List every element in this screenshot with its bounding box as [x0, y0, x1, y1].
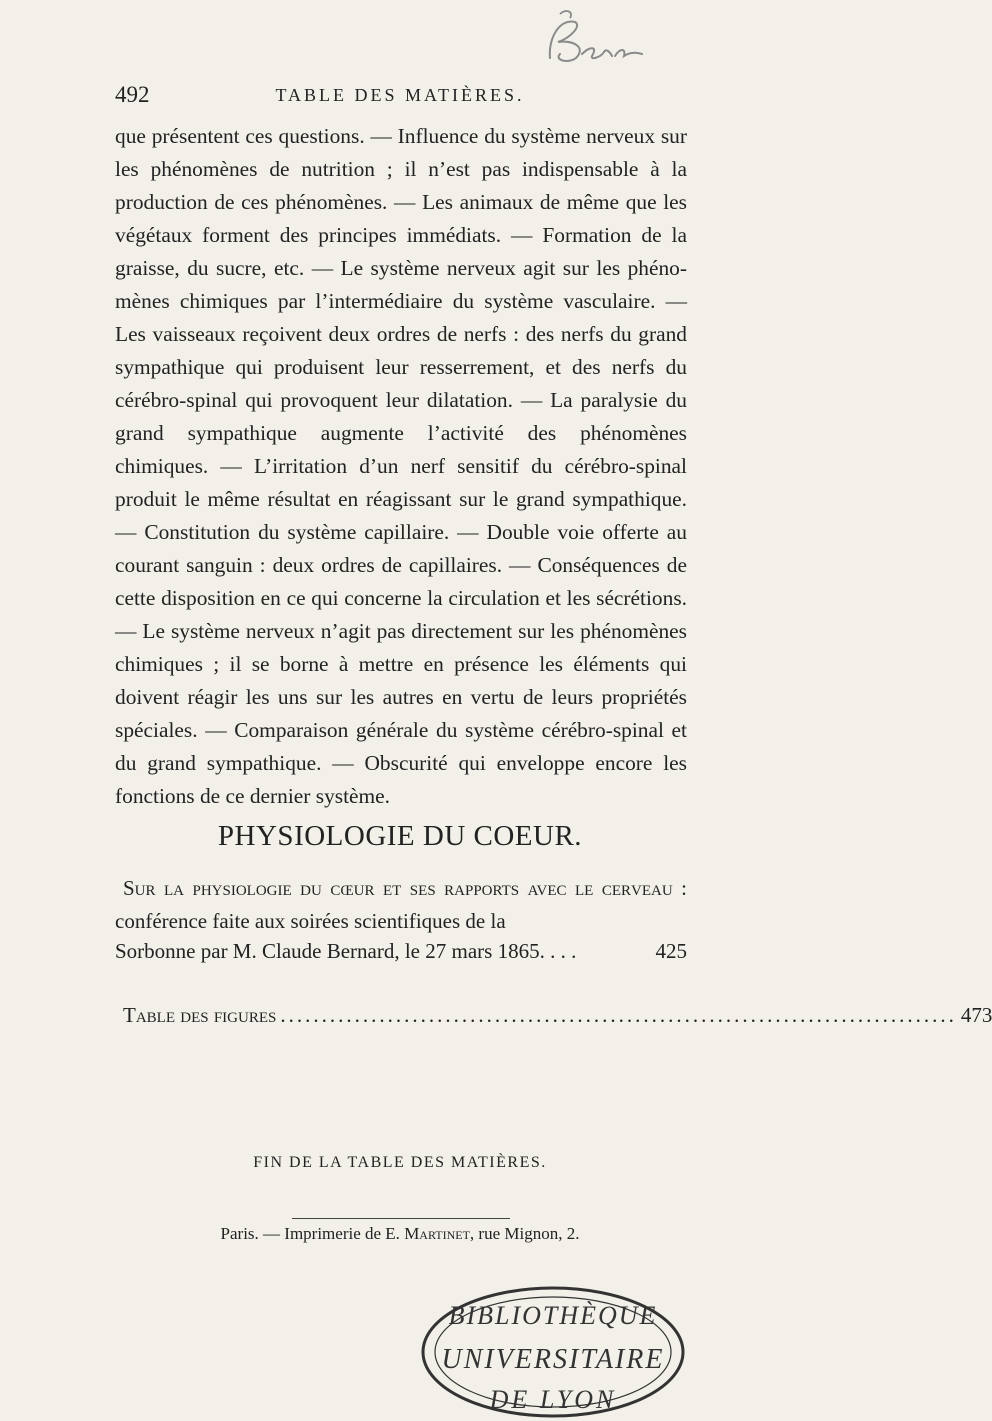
- stamp-bottom-text: DE LYON: [489, 1385, 617, 1414]
- library-stamp-icon: [416, 1282, 691, 1420]
- toc-entry-page: 473: [960, 1003, 992, 1027]
- end-mark: FIN DE LA TABLE DES MATIÈRES.: [253, 1154, 547, 1171]
- toc-entry-lead: Sur la physiologie du cœur et ses rapports avec le cerveau: [123, 876, 673, 900]
- toc-entry-table-des-figures: [115, 1003, 992, 1028]
- running-head: TABLE DES MATIÈRES.: [275, 85, 525, 105]
- dot-leader: ..................................................................................: [280, 1003, 957, 1027]
- imprint-prefix: Paris. — Imprimerie de E.: [220, 1224, 405, 1243]
- body-paragraph: que présentent ces questions. — Influence du système nerveux sur les phénomènes de nutrition ; il n’est pas indispensable à la production de ces phénomènes. — Les animaux de même que les végétaux forment des principes immédiats. — Formation de la graisse, du sucre, etc. — Le système nerveux agit sur les phénomènes chimiques par l’intermédiaire du système vasculaire. — Les vaisseaux reçoivent deux ordres de nerfs : des nerfs du grand sympathique qui produisent leur resserrement, et des nerfs du cérébro-spinal qui provoquent leur dilatation. — La paralysie du grand sympathique augmente l’activité des phénomènes chimiques. — L’irritation d’un nerf sensitif du cérébro-spinal produit le même résultat en réagissant sur le grand sympathique. — Constitution du système capillaire. — Double voie offerte au courant sanguin : deux ordres de capillaires. — Conséquences de cette disposition en ce qui concerne la circulation et les sécrétions. — Le système nerveux n’agit pas directement sur les phénomènes chimiques ; il se borne à mettre en présence les éléments qui doivent réagir les uns sur les autres en vertu de leurs propriétés spéciales. — Comparaison générale du système cérébro-spinal et du grand sympathique. — Obscurité qui enveloppe encore les fonctions de ce dernier système.: [115, 124, 687, 808]
- toc-entry-text: : conférence faite aux soirées scientifiques de la: [115, 876, 687, 933]
- toc-entry-physiologie-coeur: [115, 872, 687, 938]
- stamp-middle-text: UNIVERSITAIRE: [441, 1344, 665, 1375]
- toc-entry-text-end: Sorbonne par M. Claude Bernard, le 27 mars 1865. . . .: [115, 939, 577, 963]
- printer-imprint: [115, 1224, 685, 1244]
- toc-entry-label: Table des figures: [123, 1003, 277, 1027]
- section-title: PHYSIOLOGIE DU COEUR.: [217, 820, 583, 852]
- handwritten-signature: [520, 8, 650, 68]
- stamp-top-text: BIBLIOTHÈQUE: [448, 1301, 658, 1330]
- toc-entry-last-line: [115, 939, 687, 964]
- divider-rule: [292, 1218, 510, 1219]
- page-header: [115, 82, 685, 114]
- imprint-printer: Martinet: [404, 1224, 470, 1243]
- page-number: 492: [115, 82, 150, 107]
- toc-entry-page: 425: [655, 939, 687, 963]
- imprint-suffix: , rue Mignon, 2.: [469, 1224, 580, 1243]
